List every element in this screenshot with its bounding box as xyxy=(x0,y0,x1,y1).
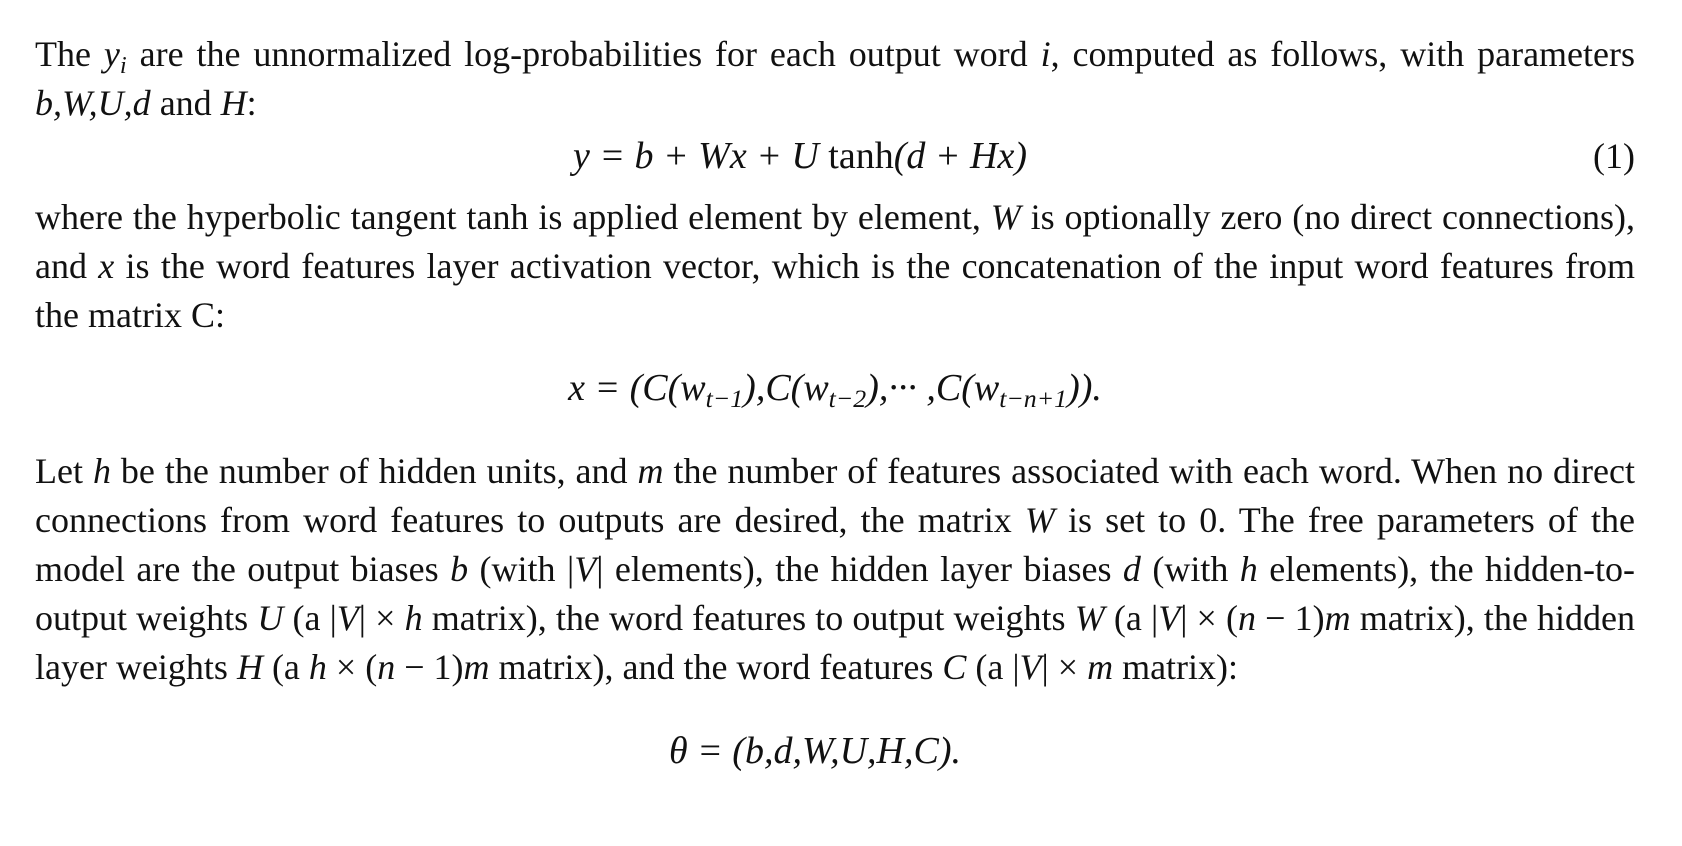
text: (a | xyxy=(966,647,1020,687)
text: matrix), the hidden layer weights xyxy=(35,598,1635,687)
equation-number: (1) xyxy=(1593,136,1635,176)
text: − 1) xyxy=(395,647,464,687)
text: × ( xyxy=(326,647,378,687)
text: , computed as follows, with parameters xyxy=(1050,34,1636,74)
text: (a xyxy=(262,647,309,687)
text: : xyxy=(246,83,257,123)
var: W xyxy=(1024,500,1055,540)
var: b xyxy=(450,549,469,589)
eq1-suffix: (d + Hx) xyxy=(893,135,1027,177)
var: n xyxy=(377,647,396,687)
var-i: i xyxy=(1040,34,1051,74)
text: | × xyxy=(1041,647,1088,687)
paragraph-intro xyxy=(35,30,1635,128)
text: and xyxy=(150,83,221,123)
eq2-lhs: x = ( xyxy=(568,367,643,409)
params-list: b,W,U,d xyxy=(35,83,151,123)
sub-i: i xyxy=(119,51,127,79)
var: h xyxy=(1239,549,1258,589)
var: h xyxy=(404,598,423,638)
eq2-dots: ),··· ,C(w xyxy=(866,367,1000,409)
text: is set to 0. The free parameters of the model are the output biases xyxy=(35,500,1635,589)
var: V xyxy=(1158,598,1181,638)
equation-1 xyxy=(35,130,1635,182)
var: m xyxy=(1087,647,1114,687)
text: The xyxy=(35,34,104,74)
text: | elements), the hidden layer biases xyxy=(596,549,1123,589)
var: h xyxy=(92,451,111,491)
var: V xyxy=(336,598,359,638)
var: V xyxy=(1019,647,1042,687)
var: W xyxy=(1074,598,1105,638)
text: − 1) xyxy=(1256,598,1325,638)
text: (with xyxy=(1140,549,1240,589)
eq2-term2: ),C(w xyxy=(743,367,829,409)
var-W: W xyxy=(990,197,1021,237)
var-x: x xyxy=(98,246,115,286)
equation-3 xyxy=(35,725,1635,777)
eq2-sub1: t−1 xyxy=(705,384,744,414)
var: V xyxy=(574,549,597,589)
text: matrix): xyxy=(1113,647,1239,687)
text: are the unnormalized log-probabilities for each output word xyxy=(126,34,1041,74)
text: where the hyperbolic tangent tanh is applied element by element, xyxy=(35,197,991,237)
eq1-prefix: y = b + Wx + U xyxy=(573,135,829,177)
eq2-term1: C(w xyxy=(642,367,706,409)
var: d xyxy=(1122,549,1141,589)
equation-2 xyxy=(35,362,1635,414)
var: U xyxy=(257,598,284,638)
var: C xyxy=(942,647,967,687)
text: is the word features layer activation vector, which is the concatenation of the input word features from the matrix C: xyxy=(35,246,1636,335)
var: m xyxy=(1324,598,1351,638)
text: | × xyxy=(358,598,405,638)
text: Let xyxy=(35,451,93,491)
eq2-sub3: t−n+1 xyxy=(999,384,1068,414)
var: m xyxy=(463,647,490,687)
paragraph-parameters xyxy=(35,447,1635,692)
var: H xyxy=(236,647,263,687)
text: (with | xyxy=(468,549,575,589)
var: h xyxy=(308,647,327,687)
paragraph-tanh xyxy=(35,193,1635,340)
text: elements), the hidden-to-output weights xyxy=(35,549,1636,638)
eq2-end: )). xyxy=(1067,367,1102,409)
text: (a | xyxy=(1104,598,1159,638)
eq3-theta: θ = (b,d,W,U,H,C). xyxy=(668,730,961,772)
text: is optionally zero (no direct connections), and xyxy=(35,197,1635,286)
text: | × ( xyxy=(1180,598,1238,638)
text: the number of features associated with each word. When no direct connections from word features to outputs are desired, the matrix xyxy=(35,451,1635,540)
var: n xyxy=(1238,598,1256,638)
text: matrix), the word features to output weights xyxy=(422,598,1075,638)
text: be the number of hidden units, and xyxy=(110,451,638,491)
text: matrix), and the word features xyxy=(489,647,943,687)
eq1-tanh: tanh xyxy=(828,135,894,177)
text: (a | xyxy=(283,598,337,638)
var: m xyxy=(637,451,664,491)
var-y: y xyxy=(103,34,120,74)
var-H: H xyxy=(220,83,247,123)
eq2-sub2: t−2 xyxy=(828,384,867,414)
